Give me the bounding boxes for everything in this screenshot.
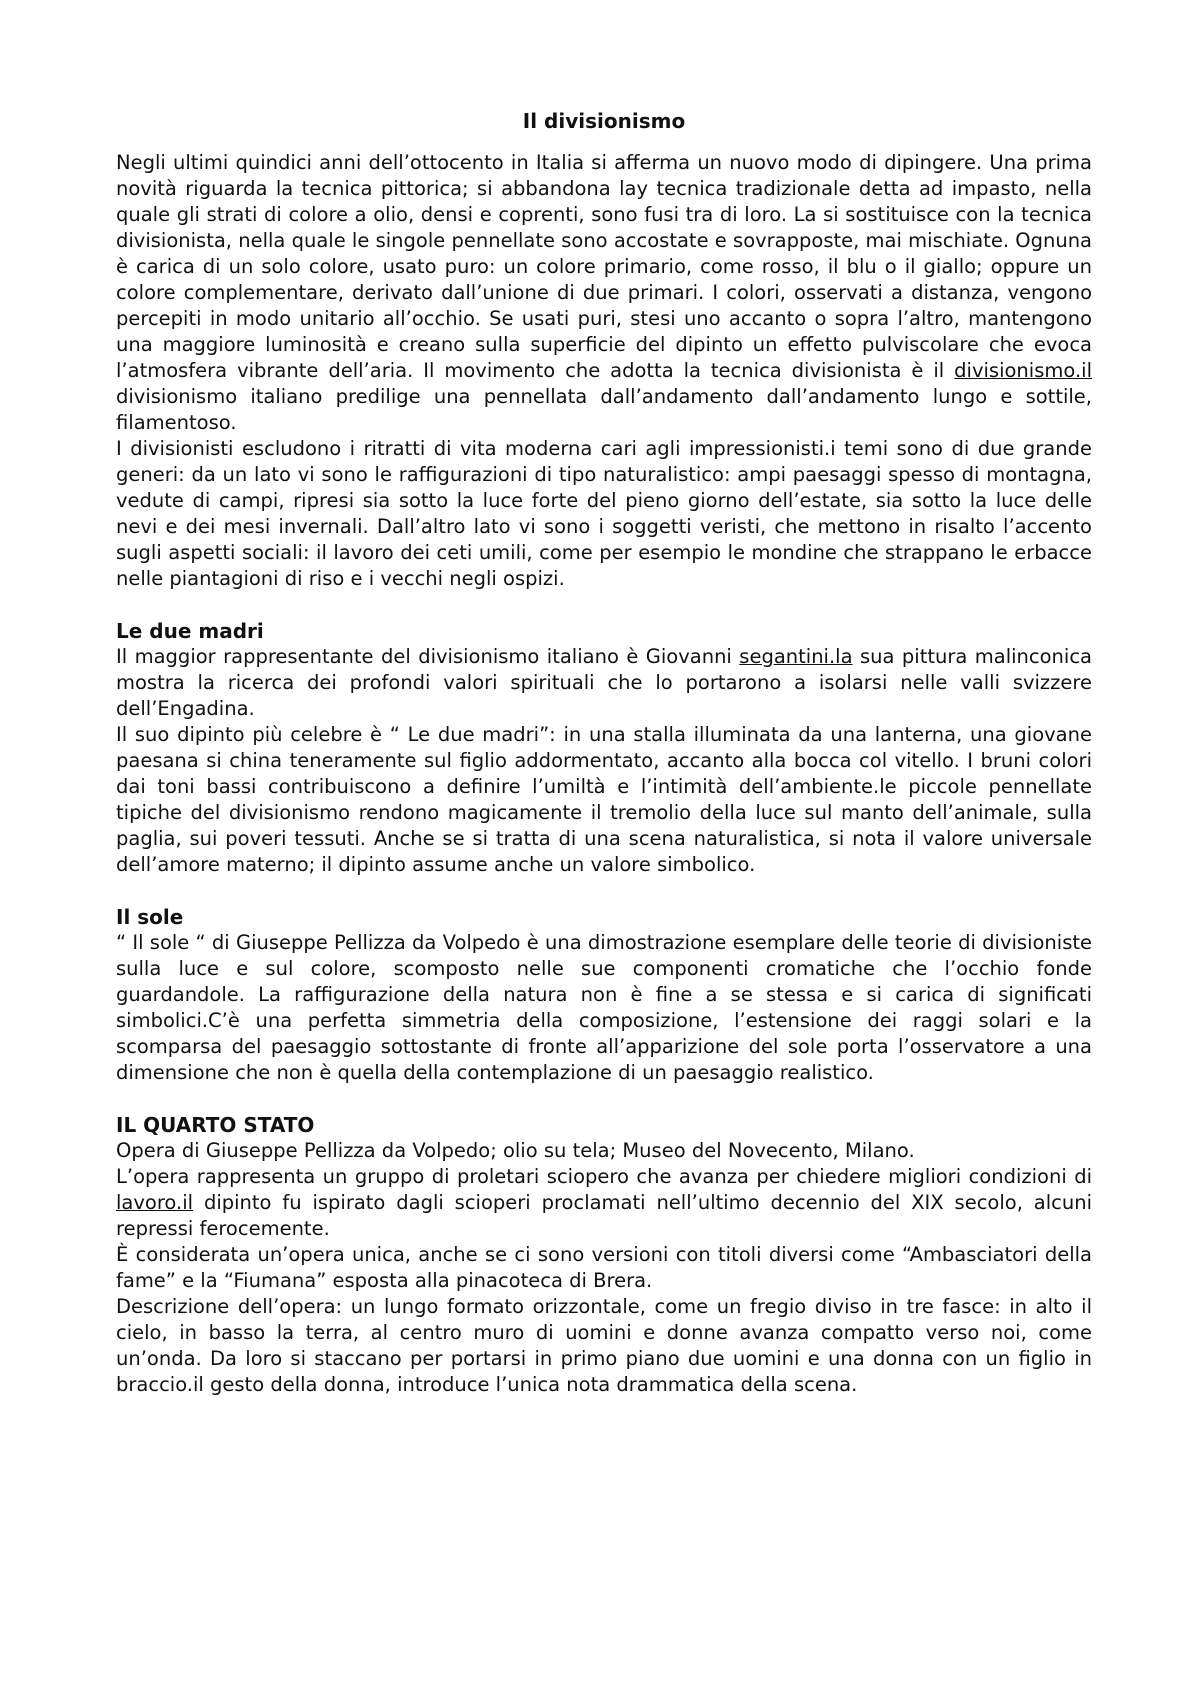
quarto-stato-paragraph-1: Opera di Giuseppe Pellizza da Volpedo; olio su tela; Museo del Novecento, Milano. (116, 1139, 915, 1162)
lavoro-link[interactable]: lavoro.il (116, 1191, 194, 1214)
due-madri-paragraph-2: Il suo dipinto più celebre è “ Le due madri”: in una stalla illuminata da una lanterna, una giovane paesana si china teneramente sul figlio addormentato, accanto alla bocca col vitello. I bruni colori dai toni bassi contribuiscono a definire l’umiltà e l’intimità dell’ambiente.le piccole pennellate tipiche del divisionismo rendono magicamente il tremolio della luce sul manto dell’animale, sulla paglia, sui poveri tessuti. Anche se si tratta di una scena naturalistica, si nota il valore universale dell’amore materno; il dipinto assume anche un valore simbolico. (116, 723, 1092, 876)
intro-paragraph-1 (116, 150, 1092, 436)
quarto-stato-paragraph-3: È considerata un’opera unica, anche se ci sono versioni con titoli diversi come “Ambasciatori della fame” e la “Fiumana” esposta alla pinacoteca di Brera. (116, 1243, 1092, 1292)
sole-paragraph-1: “ Il sole “ di Giuseppe Pellizza da Volpedo è una dimostrazione esemplare delle teorie di divisioniste sulla luce e sul colore, scomposto nelle sue componenti cromatiche che l’occhio fonde guardandole. La raffigurazione della natura non è fine a se stessa e si carica di significati simbolici.C’è una perfetta simmetria della composizione, l’estensione dei raggi solari e la scomparsa del paesaggio sottostante di fronte all’apparizione del sole porta l’osservatore a una dimensione che non è quella della contemplazione di un paesaggio realistico. (116, 931, 1092, 1084)
intro-paragraph-2: I divisionisti escludono i ritratti di vita moderna cari agli impressionisti.i temi sono di due grande generi: da un lato vi sono le raffigurazioni di tipo naturalistico: ampi paesaggi spesso di montagna, vedute di campi, ripresi sia sotto la luce forte del pieno giorno dell’estate, sia sotto la luce delle nevi e dei mesi invernali. Dall’altro lato vi sono i soggetti veristi, che mettono in risalto l’accento sugli aspetti sociali: il lavoro dei ceti umili, come per esempio le mondine che strappano le erbacce nelle piantagioni di riso e i vecchi negli ospizi. (116, 437, 1092, 590)
intro-text-b: divisionismo italiano predilige una pennellata dall’andamento dall’andamento lungo e sottile, filamentoso. (116, 385, 1092, 434)
section-heading-sole: Il sole (116, 905, 184, 929)
intro-text-a: Negli ultimi quindici anni dell’ottocento in Italia si afferma un nuovo modo di dipingere. Una prima novità riguarda la tecnica pittorica; si abbandona lay tecnica tradizionale detta ad impasto, nella quale gli strati di colore a olio, densi e coprenti, sono fusi tra di loro. La si sostituisce con la tecnica divisionista, nella quale le singole pennellate sono accostate e sovrapposte, mai mischiate. Ognuna è carica di un solo colore, usato puro: un colore primario, come rosso, il blu o il giallo; oppure un colore complementare, derivato dall’unione di due primari. I colori, osservati a distanza, vengono percepiti in modo unitario all’occhio. Se usati puri, stesi uno accanto o sopra l’altro, mantengono una maggiore luminosità e creano sulla superficie del dipinto un effetto pulviscolare che evoca l’atmosfera vibrante dell’aria. Il movimento che adotta la tecnica divisionista è il (116, 151, 1092, 382)
due-madri-text-a: Il maggior rappresentante del divisionismo italiano è Giovanni (116, 645, 740, 668)
quarto-stato-paragraph-2 (116, 1164, 1092, 1242)
divisionismo-link[interactable]: divisionismo.il (954, 359, 1092, 382)
quarto-stato-text-b: dipinto fu ispirato dagli scioperi proclamati nell’ultimo decennio del XIX secolo, alcuni repressi ferocemente. (116, 1191, 1092, 1240)
section-heading-due-madri: Le due madri (116, 619, 264, 643)
segantini-link[interactable]: segantini.la (739, 645, 853, 668)
due-madri-text-b: sua pittura malinconica mostra la ricerca dei profondi valori spirituali che lo portarono a isolarsi nelle valli svizzere dell’Engadina. (116, 645, 1092, 720)
quarto-stato-text-a: L’opera rappresenta un gruppo di proletari sciopero che avanza per chiedere migliori condizioni di (116, 1165, 1092, 1188)
due-madri-paragraph-1 (116, 644, 1092, 722)
section-heading-quarto-stato: IL QUARTO STATO (116, 1113, 315, 1137)
document-title: Il divisionismo (522, 109, 686, 133)
quarto-stato-paragraph-4: Descrizione dell’opera: un lungo formato orizzontale, come un fregio diviso in tre fasce: in alto il cielo, in basso la terra, al centro muro di uomini e donne avanza compatto verso noi, come un’onda. Da loro si staccano per portarsi in primo piano due uomini e una donna con un figlio in braccio.il gesto della donna, introduce l’unica nota drammatica della scena. (116, 1295, 1092, 1396)
